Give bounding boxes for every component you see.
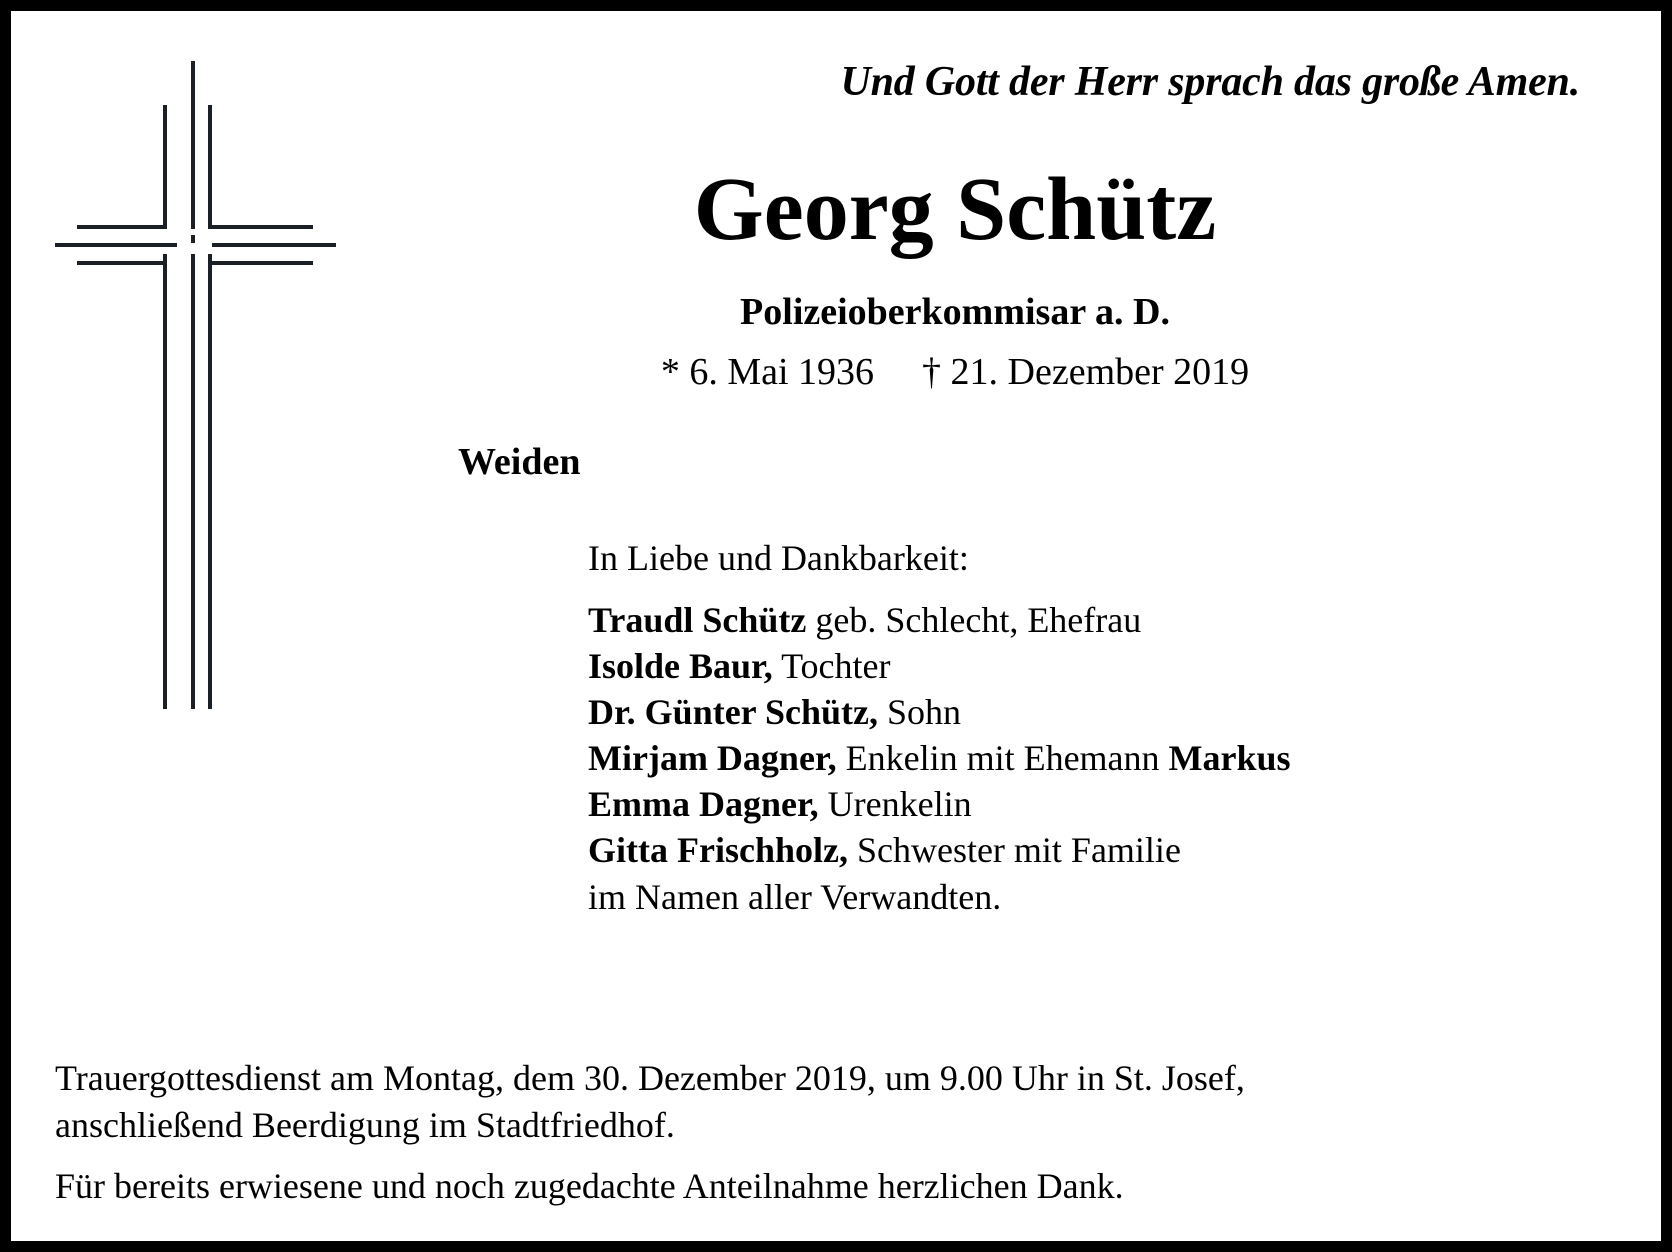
deceased-name: Georg Schütz — [693, 160, 1217, 259]
cross-upright-right-lower — [208, 254, 212, 709]
cross-bar-bottom-left — [77, 261, 167, 265]
family-member-name: Gitta Frischholz, — [588, 830, 848, 871]
cross-upright-center-middle — [191, 235, 195, 243]
birth-date: * 6. Mai 1936 — [660, 351, 875, 393]
family-member-name: Dr. Günter Schütz, — [588, 692, 879, 733]
family-member-row — [588, 735, 1548, 781]
cross-bar-middle-right — [212, 243, 336, 247]
family-member-row — [588, 781, 1548, 827]
verse-text: Und Gott der Herr sprach das große Amen. — [840, 59, 1580, 105]
life-dates — [380, 350, 1530, 394]
family-member-spouse-name: Markus — [1168, 738, 1291, 779]
thanks-line: Für bereits erwiesene und noch zugedachte Anteilnahme herzlichen Dank. — [55, 1165, 1124, 1206]
cross-bar-right-cap-bottom — [309, 261, 313, 265]
family-member-relation: Tochter — [772, 646, 891, 687]
cross-upright-left-lower — [163, 254, 167, 709]
cross-bar-bottom-right — [208, 261, 313, 265]
cross-bar-left-cap-top — [77, 225, 81, 229]
cross-bar-middle-left — [55, 243, 177, 247]
family-member-name: Traudl Schütz — [588, 600, 807, 641]
service-line-1: Trauergottesdienst am Montag, dem 30. Dezember 2019, um 9.00 Uhr in St. Josef, — [55, 1058, 1245, 1098]
cross-upright-center-top — [191, 61, 195, 229]
family-closing: im Namen aller Verwandten. — [588, 876, 1002, 917]
family-member-relation: Enkelin mit Ehemann — [836, 738, 1169, 779]
family-intro: In Liebe und Dankbarkeit: — [588, 538, 969, 578]
family-member-row — [588, 597, 1548, 643]
family-member-row — [588, 643, 1548, 689]
death-date: † 21. Dezember 2019 — [922, 351, 1250, 393]
cross-bar-left-cap-bottom — [77, 261, 81, 265]
cross-upright-right-upper — [208, 105, 212, 229]
family-member-name: Emma Dagner, — [588, 784, 819, 825]
family-member-row — [588, 689, 1548, 735]
family-member-row — [588, 827, 1548, 873]
cross-bar-top-left — [77, 225, 167, 229]
service-details — [55, 1055, 1595, 1209]
cross-upright-center-bottom — [191, 254, 195, 709]
cross-bar-top-right — [208, 225, 313, 229]
family-member-relation: Schwester mit Familie — [847, 830, 1181, 871]
christian-cross-icon — [45, 55, 345, 715]
family-member-relation: Urenkelin — [818, 784, 972, 825]
family-member-relation: Sohn — [878, 692, 962, 733]
family-member-name: Mirjam Dagner, — [588, 738, 837, 779]
city-label: Weiden — [458, 441, 581, 483]
family-member-relation: geb. Schlecht, Ehefrau — [806, 600, 1142, 641]
deceased-rank: Polizeioberkommisar a. D. — [740, 291, 1170, 333]
cross-upright-left-upper — [163, 105, 167, 229]
service-line-2: anschließend Beerdigung im Stadtfriedhof. — [55, 1104, 675, 1145]
family-member-name: Isolde Baur, — [588, 646, 773, 687]
cross-bar-right-cap-top — [309, 225, 313, 229]
family-block — [588, 535, 1548, 920]
